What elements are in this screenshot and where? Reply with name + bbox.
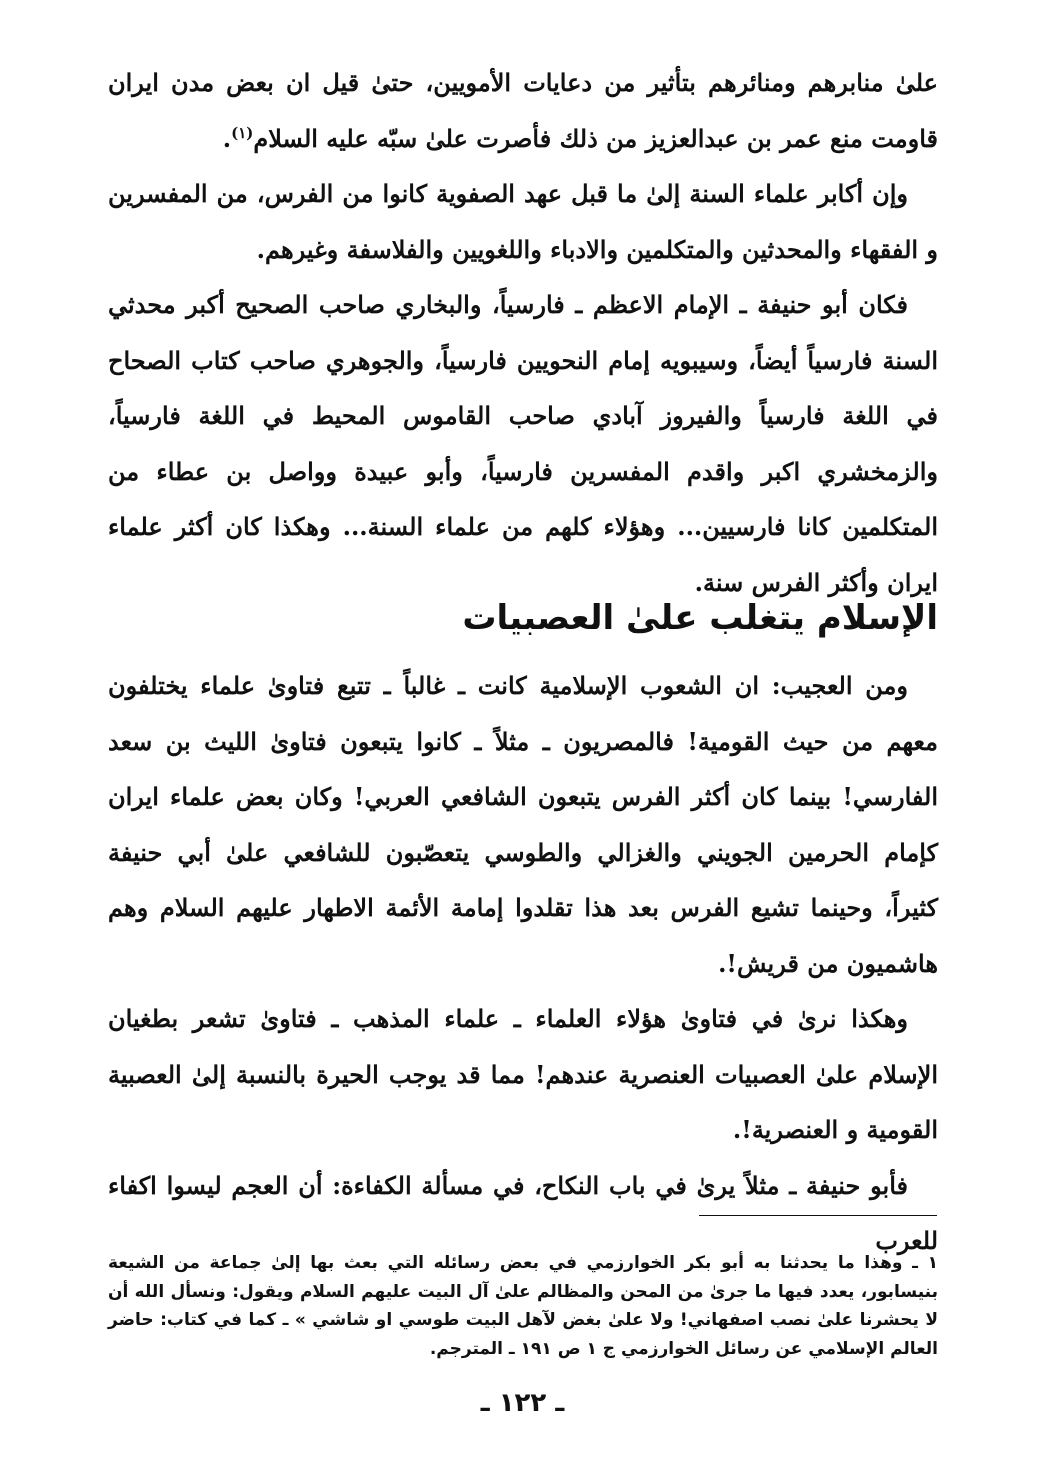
paragraph-4 bbox=[108, 658, 938, 991]
paragraph-3-text: فكان أبو حنيفة ـ الإمام الاعظم ـ فارسياً، والبخاري صاحب الصحيح أكبر محدثي السنة فارسياً أيضاً، وسيبويه إمام النحويين فارسياً، والجوهري صاحب كتاب الصحاح في اللغة فارسياً والفيروز آبادي صاحب القاموس المحيط في اللغة فارسياً، والزمخشري اكبر واقدم المفسرين فارسياً، وأبو عبيدة وواصل بن عطاء من المتكلمين كانا فارسيين... وهؤلاء كلهم من علماء السنة... وهكذا كان أكثر علماء ايران وأكثر الفرس سنة. bbox=[108, 290, 938, 597]
page-number: ـ ١٢٢ ـ bbox=[480, 1388, 565, 1418]
main-text-bottom bbox=[108, 658, 938, 1269]
paragraph-5 bbox=[108, 991, 938, 1158]
paragraph-3 bbox=[108, 277, 938, 610]
paragraph-2-text: وإن أكابر علماء السنة إلىٰ ما قبل عهد الصفوية كانوا من الفرس، من المفسرين و الفقهاء والمحدثين والمتكلمين والادباء واللغويين والفلاسفة وغيرهم. bbox=[108, 179, 938, 264]
footnote-divider bbox=[699, 1215, 937, 1216]
paragraph-1-tail: . bbox=[222, 123, 232, 153]
paragraph-5-text: وهكذا نرىٰ في فتاوىٰ هؤلاء العلماء ـ علماء المذهب ـ فتاوىٰ تشعر بطغيان الإسلام علىٰ العصبيات العنصرية عندهم! مما قد يوجب الحيرة بالنسبة إلىٰ العصبية القومية و العنصرية!. bbox=[108, 1004, 938, 1144]
footnote: ١ ـ وهذا ما يحدثنا به أبو بكر الخوارزمي في بعض رسائله التي بعث بها إلىٰ جماعة من الشيعة بنيسابور، يعدد فيها ما جرىٰ من المحن والمظالم علىٰ آل البيت عليهم السلام ويقول: ونسأل الله أن لا يحشرنا علىٰ نصب اصفهاني! ولا علىٰ بغض لآهل البيت طوسي او شاشي » ـ كما في كتاب: حاضر العالم الإسلامي عن رسائل الخوارزمي ج ١ ص ١٩١ ـ المترجم. bbox=[108, 1253, 938, 1359]
paragraph-2 bbox=[108, 166, 938, 277]
paragraph-4-text: ومن العجيب: ان الشعوب الإسلامية كانت ـ غالباً ـ تتبع فتاوىٰ علماء يختلفون معهم من حيث القومية! فالمصريون ـ مثلاً ـ كانوا يتبعون فتاوىٰ الليث بن سعد الفارسي! بينما كان أكثر الفرس يتبعون الشافعي العربي! وكان بعض علماء ايران كإمام الحرمين الجويني والغزالي والطوسي يتعصّبون للشافعي علىٰ أبي حنيفة كثيراً، وحينما تشيع الفرس بعد هذا تقلدوا إمامة الأئمة الاطهار عليهم السلام وهم هاشميون من قريش!. bbox=[108, 671, 939, 978]
paragraph-1 bbox=[108, 55, 938, 166]
paragraph-6-text: فأبو حنيفة ـ مثلاً يرىٰ في باب النكاح، في مسألة الكفاءة: أن العجم ليسوا اكفاء للعرب bbox=[108, 1170, 938, 1255]
footnote-reference: (١) bbox=[231, 123, 254, 142]
paragraph-1-text: علىٰ منابرهم ومنائرهم بتأثير من دعايات الأمويين، حتىٰ قيل ان بعض مدن ايران قاومت منع عمر بن عبدالعزيز من ذلك فأصرت علىٰ سبّه عليه السلام bbox=[108, 68, 938, 153]
main-text-top bbox=[108, 55, 938, 610]
section-heading: الإسلام يتغلب علىٰ العصبيات bbox=[462, 598, 938, 638]
